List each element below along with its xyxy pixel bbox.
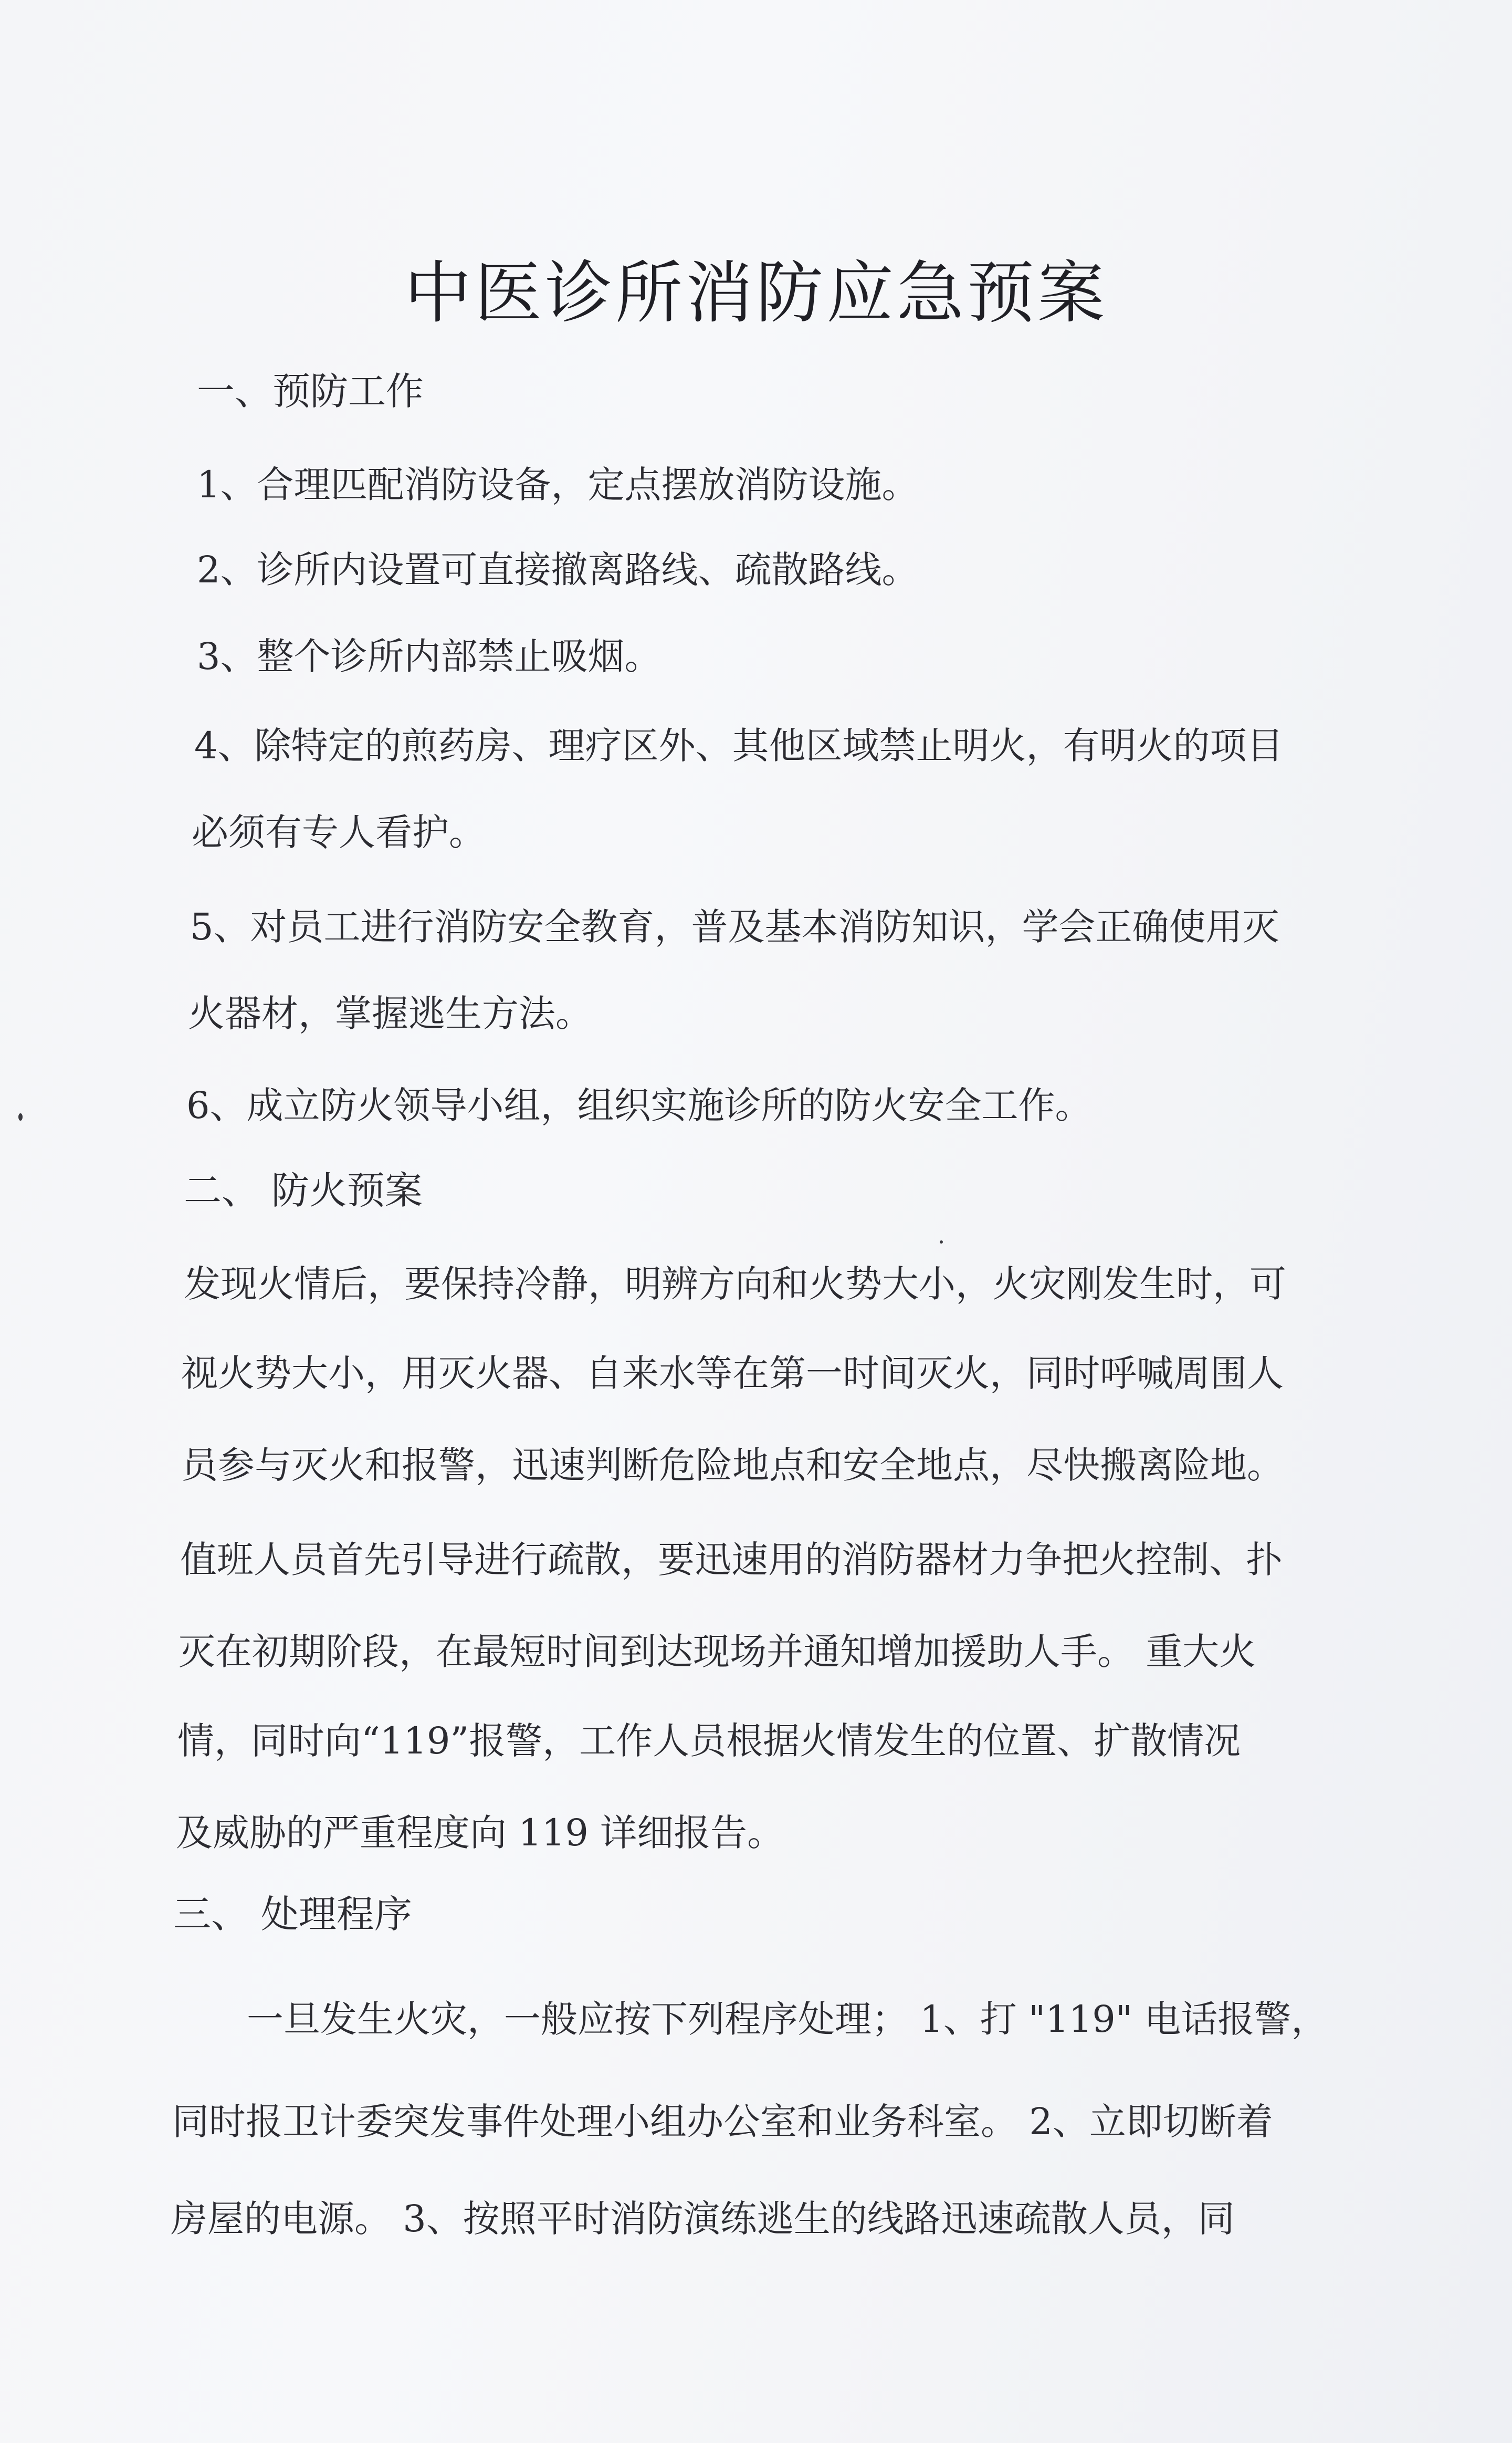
text-line: 6、成立防火领导小组，组织实施诊所的防火安全工作。 xyxy=(186,1084,1092,1127)
document-title: 中医诊所消防应急预案 xyxy=(404,254,1108,332)
paper-speck xyxy=(940,1240,943,1244)
text-line: 及威胁的严重程度向 119 详细报告。 xyxy=(176,1811,784,1854)
text-line: 1、合理匹配消防设备，定点摆放消防设施。 xyxy=(197,463,919,506)
text-line: 必须有专人看护。 xyxy=(192,811,486,854)
text-line: 发现火情后，要保持冷静，明辨方向和火势大小，火灾刚发生时，可 xyxy=(184,1262,1286,1306)
section-heading-procedure: 三、 处理程序 xyxy=(173,1892,412,1936)
text-line: 情，同时向“119”报警，工作人员根据火情发生的位置、扩散情况 xyxy=(177,1719,1241,1762)
text-line: 房屋的电源。 3、按照平时消防演练逃生的线路迅速疏散人员，同 xyxy=(171,2197,1235,2240)
text-line: 3、整个诊所内部禁止吸烟。 xyxy=(197,635,662,678)
text-line: 灭在初期阶段，在最短时间到达现场并通知增加援助人手。 重大火 xyxy=(178,1630,1256,1673)
text-line: 视火势大小，用灭火器、自来水等在第一时间灭火，同时呼喊周围人 xyxy=(181,1352,1284,1395)
paper-speck xyxy=(18,1113,23,1121)
text-line: 5、对员工进行消防安全教育，普及基本消防知识，学会正确使用灭 xyxy=(190,905,1279,948)
text-line: 火器材，掌握逃生方法。 xyxy=(188,992,592,1035)
section-heading-prevention: 一、预防工作 xyxy=(197,369,424,413)
text-line: 一旦发生火灾，一般应按下列程序处理； 1、打 "119" 电话报警， xyxy=(247,1998,1328,2041)
text-line: 同时报卫计委突发事件处理小组办公室和业务科室。 2、立即切断着 xyxy=(172,2100,1273,2143)
section-heading-fire-plan: 二、 防火预案 xyxy=(184,1168,423,1213)
text-line: 2、诊所内设置可直接撤离路线、疏散路线。 xyxy=(197,548,919,591)
text-line: 员参与灭火和报警，迅速判断危险地点和安全地点，尽快搬离险地。 xyxy=(181,1444,1284,1487)
text-line: 值班人员首先引导进行疏散，要迅速用的消防器材力争把火控制、扑 xyxy=(180,1538,1283,1581)
text-line: 4、除特定的煎药房、理疗区外、其他区域禁止明火，有明火的项目 xyxy=(194,724,1284,767)
